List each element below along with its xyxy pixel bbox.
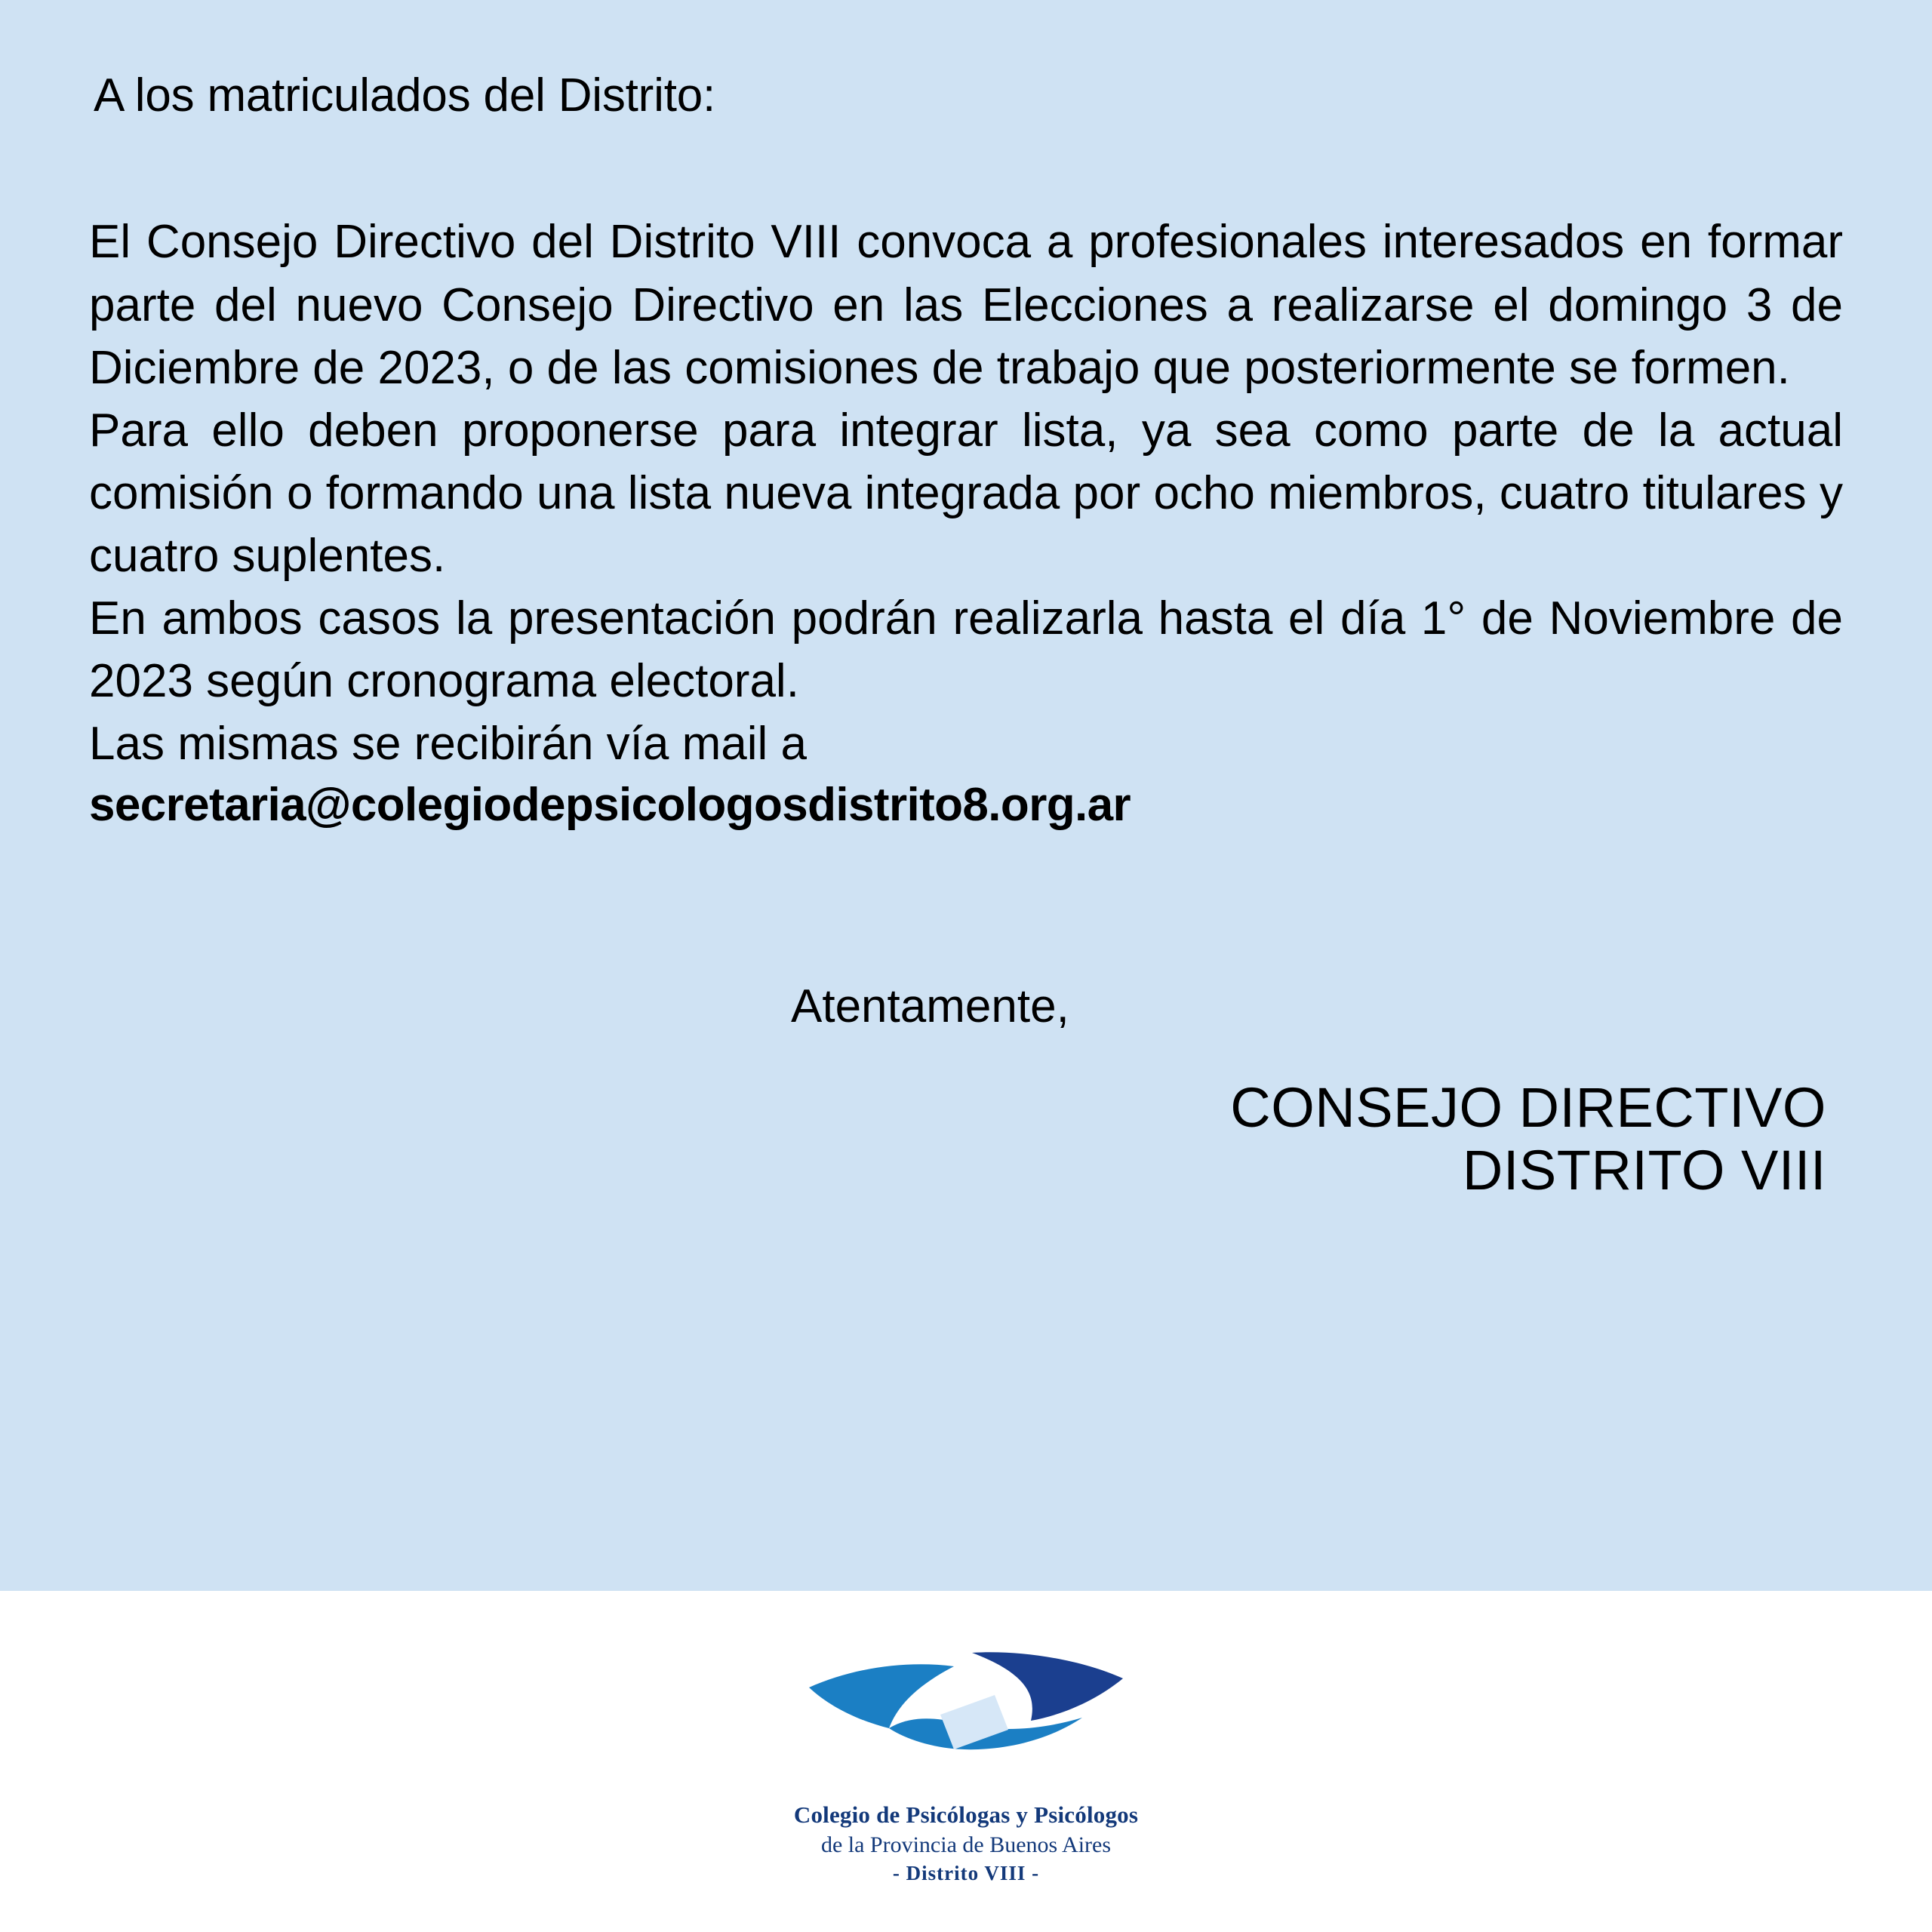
logo-line-2: de la Provincia de Buenos Aires: [820, 1832, 1112, 1857]
signature-block: [89, 1077, 1843, 1202]
logo-text: [794, 1801, 1138, 1888]
contact-email[interactable]: secretaria@colegiodepsicologosdistrito8.org.ar: [89, 779, 1131, 832]
logo-line-3: - Distrito VIII -: [892, 1861, 1040, 1884]
paragraph-listas: Para ello deben proponerse para integrar lista, ya sea como parte de la actual comisión o formando una lista nueva integrada por ocho miembros, cuatro titulares y cuatro suplentes.: [89, 404, 1843, 582]
paragraph-mail-intro: Las mismas se recibirán vía mail a: [89, 718, 807, 771]
wave-logo-icon: [792, 1645, 1140, 1789]
closing-block: [89, 980, 1843, 1033]
paragraph-plazo: En ambos casos la presentación podrán realizarla hasta el día 1° de Noviembre de 2023 según cronograma electoral.: [89, 592, 1843, 707]
footer-panel: [0, 1591, 1932, 1932]
signature-line-2: DISTRITO VIII: [1462, 1139, 1826, 1202]
logo-line-1: Colegio de Psicólogas y Psicólogos: [793, 1801, 1139, 1828]
notice-body: [89, 211, 1843, 832]
salutation-text: A los matriculados del Distrito:: [94, 69, 716, 122]
closing-text: Atentamente,: [791, 980, 1069, 1033]
logo: [792, 1645, 1140, 1888]
signature-line-1: CONSEJO DIRECTIVO: [1230, 1076, 1826, 1140]
paragraph-convocatoria: El Consejo Directivo del Distrito VIII convoca a profesionales interesados en formar parte del nuevo Consejo Directivo en las Elecciones a realizarse el domingo 3 de Diciembre de 2023, o de las comisiones de trabajo que posteriormente se formen.: [89, 216, 1843, 394]
